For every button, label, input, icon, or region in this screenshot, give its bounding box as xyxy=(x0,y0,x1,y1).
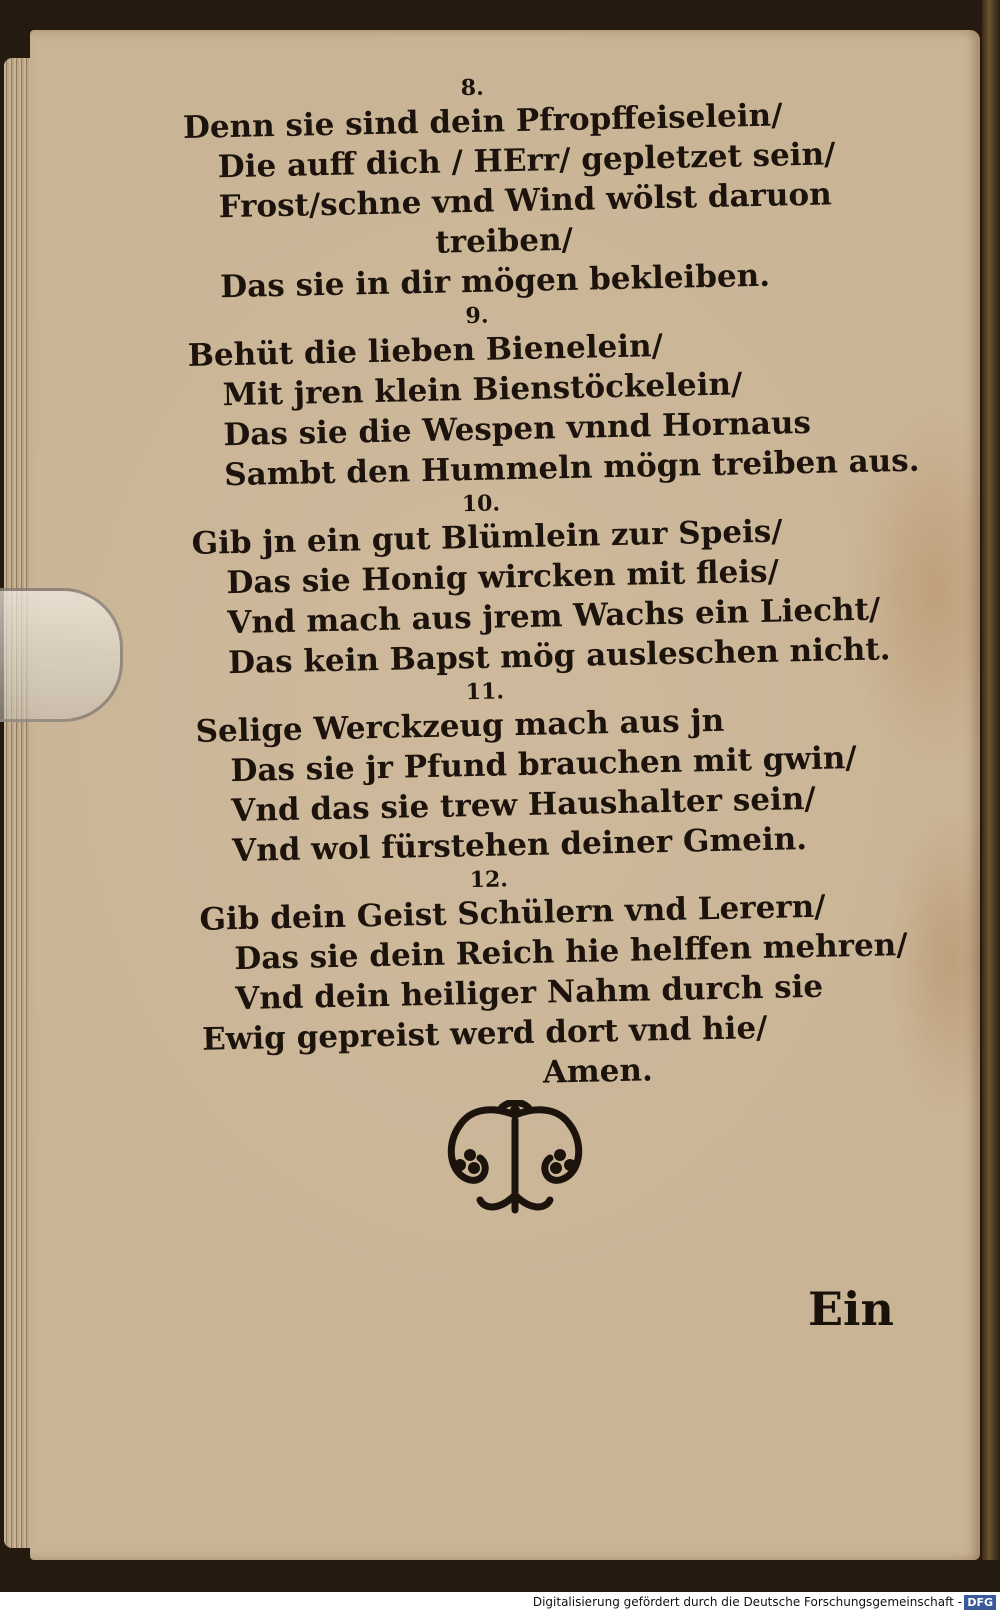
stanza-number: 11. xyxy=(465,678,505,706)
verse-line-amen: Amen. xyxy=(542,1052,654,1091)
verse-line: Das kein Bapst mög ausleschen nicht. xyxy=(227,631,891,682)
verse-line: Das sie Honig wircken mit fleis/ xyxy=(226,553,780,602)
dfg-logo: DFG xyxy=(964,1595,996,1610)
verse-line: Vnd das sie trew Haushalter sein/ xyxy=(230,780,816,830)
stanza-number: 10. xyxy=(461,490,501,518)
verse-line: Frost/schne vnd Wind wölst daruon xyxy=(218,176,833,226)
verse-line: Behüt die lieben Bienelein/ xyxy=(187,327,664,374)
book-binding xyxy=(982,0,1000,1560)
verse-line: Das sie dein Reich hie helffen mehren/ xyxy=(234,926,908,978)
stanza-number: 12. xyxy=(469,866,509,894)
verse-line: Vnd wol fürstehen deiner Gmein. xyxy=(231,821,808,870)
funding-credit: Digitalisierung gefördert durch die Deutsche Forschungsgemeinschaft - xyxy=(532,1595,962,1609)
verse-line: Vnd dein heiliger Nahm durch sie xyxy=(234,968,824,1018)
verse-line: Denn sie sind dein Pfropffeiselein/ xyxy=(182,97,783,146)
fleuron-ornament-icon xyxy=(430,1100,600,1220)
verse-line: Gib jn ein gut Blümlein zur Speis/ xyxy=(191,513,783,562)
stanza-number: 8. xyxy=(460,74,484,102)
verse-line: Das sie jr Pfund brauchen mit gwin/ xyxy=(230,740,858,790)
catchword: Ein xyxy=(808,1282,894,1336)
verse-line: treiben/ xyxy=(435,221,574,261)
hymn-text xyxy=(182,67,920,1100)
verse-line: Die auff dich / HErr/ gepletzet sein/ xyxy=(217,136,836,186)
verse-line: Mit jren klein Bienstöckelein/ xyxy=(222,366,743,414)
verse-line: Ewig gepreist werd dort vnd hie/ xyxy=(201,1009,768,1058)
page-clip xyxy=(0,588,123,722)
stanza-number: 9. xyxy=(465,302,489,330)
verse-line: Vnd mach aus jrem Wachs ein Liecht/ xyxy=(227,591,881,642)
verse-line: Sambt den Hummeln mögn treiben aus. xyxy=(223,442,920,494)
verse-line: Selige Werckzeug mach aus jn xyxy=(195,702,725,750)
digitization-footer xyxy=(0,1592,1000,1614)
verse-line: Das sie die Wespen vnnd Hornaus xyxy=(223,404,812,454)
verse-line: Gib dein Geist Schülern vnd Lerern/ xyxy=(199,888,826,938)
verse-line: Das sie in dir mögen bekleiben. xyxy=(219,257,771,306)
